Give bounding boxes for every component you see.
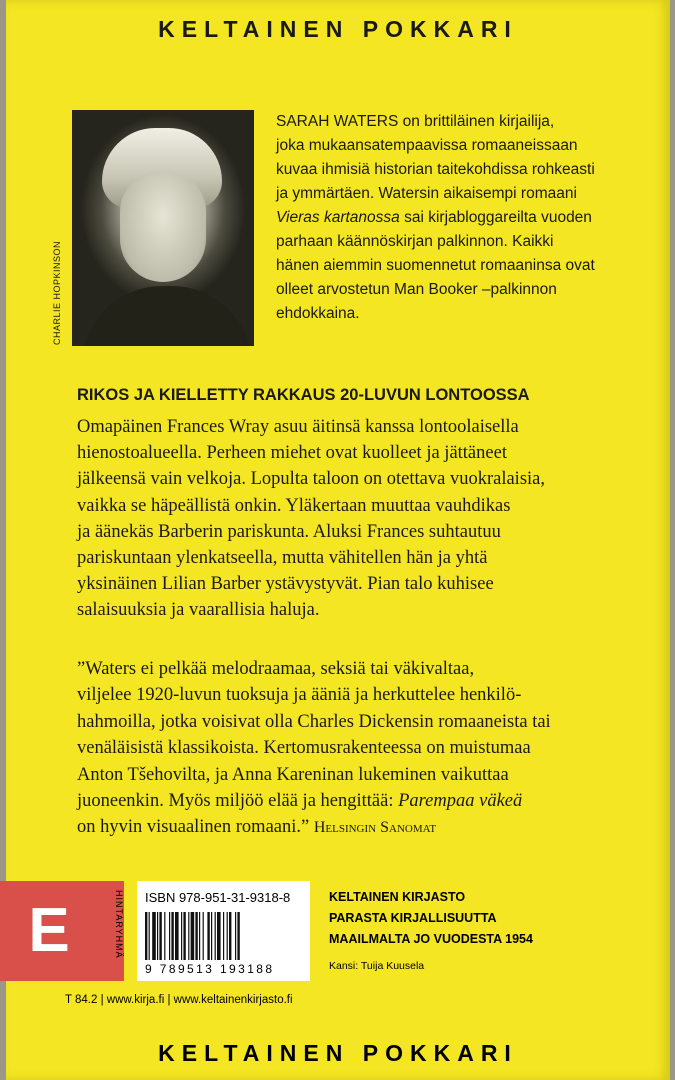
barcode-bar <box>149 912 150 960</box>
quote-line-end: on hyvin visuaalinen romaani.” <box>77 817 314 838</box>
price-group-label: HINTARYHMÄ <box>114 890 124 959</box>
summary-line: vaikka se häpeällistä onkin. Yläkertaan muuttaa vauhdikas <box>77 495 511 516</box>
barcode-bar <box>229 912 231 960</box>
barcode-bar <box>181 912 182 960</box>
series-title-bottom: KELTAINEN POKKARI <box>158 1040 518 1066</box>
bio-line: hänen aiemmin suomennetut romaaninsa ovat <box>276 257 595 274</box>
blurb-heading: RIKOS JA KIELLETTY RAKKAUS 20-LUVUN LONTOOSSA <box>77 386 530 404</box>
imprint-line: PARASTA KIRJALLISUUTTA <box>329 911 497 925</box>
barcode-bar <box>188 912 189 960</box>
barcode-bar <box>237 912 239 960</box>
author-photo-face <box>120 172 206 282</box>
barcode-bar <box>227 912 228 960</box>
barcode-bar <box>195 912 197 960</box>
quote-line: venäläisistä klassikoista. Kertomusrakenteessa on muistumaa <box>77 738 531 759</box>
bio-line <box>276 206 656 230</box>
summary-line: pariskuntaan ylenkatseella, mutta vähitellen hän ja yhtä <box>77 548 488 569</box>
author-photo-shoulders <box>82 286 252 346</box>
barcode-icon <box>145 912 303 960</box>
quote-book-title: Parempaa väkeä <box>398 791 523 812</box>
barcode-bar <box>223 912 224 960</box>
bio-line: ja ymmärtäen. Watersin aikaisempi romaani <box>276 185 577 202</box>
bio-line: parhaan käännöskirjan palkinnon. Kaikki <box>276 233 554 250</box>
quote-line: hahmoilla, jotka voisivat olla Charles Dickensin romaaneista tai <box>77 711 551 732</box>
barcode-bar <box>217 912 221 960</box>
bio-line-rest: sai kirjabloggareilta vuoden <box>399 209 592 226</box>
cover-credit: Kansi: Tuija Kuusela <box>329 960 425 972</box>
plot-summary <box>77 414 657 624</box>
summary-line: salaisuuksia ja vaarallisia haluja. <box>77 600 320 621</box>
series-title-top: KELTAINEN POKKARI <box>158 16 518 42</box>
barcode-bar <box>175 912 179 960</box>
quote-line: ”Waters ei pelkää melodraamaa, seksiä tai väkivaltaa, <box>77 659 475 679</box>
barcode-bar <box>169 912 170 960</box>
bio-line: SARAH WATERS on brittiläinen kirjailija, <box>276 113 555 130</box>
isbn-text: ISBN 978-951-31-9318-8 <box>145 890 291 905</box>
quote-source: Helsingin Sanomat <box>313 819 437 837</box>
author-photo <box>72 110 254 346</box>
quote-line: viljelee 1920-luvun tuoksuja ja ääniä ja herkuttelee henkilö- <box>77 685 522 706</box>
barcode-bar <box>191 912 195 960</box>
summary-line: jälkeensä vain velkoja. Lopulta taloon on otettava vuokralaisia, <box>77 469 546 490</box>
imprint-line: KELTAINEN KIRJASTO <box>329 890 466 904</box>
price-group-letter: E <box>28 896 70 965</box>
barcode-bar <box>215 912 216 960</box>
barcode-bar <box>145 912 147 960</box>
bio-book-title: Vieras kartanossa <box>276 209 400 226</box>
publisher-links: T 84.2 | www.kirja.fi | www.keltainenkirjasto.fi <box>65 994 293 1006</box>
summary-line: hienostoalueella. Perheen miehet ovat kuolleet ja jättäneet <box>77 443 507 464</box>
barcode-bar <box>183 912 185 960</box>
barcode-bar <box>207 912 209 960</box>
barcode-bar <box>171 912 173 960</box>
bio-line: joka mukaansatempaavissa romaaneissaan <box>276 137 578 154</box>
barcode-bar <box>211 912 212 960</box>
barcode-bar <box>203 912 204 960</box>
barcode-number: 9 789513 193188 <box>145 962 275 976</box>
quote-line <box>77 788 662 814</box>
summary-line: yksinäinen Lilian Barber ystävystyvät. Pian talo kuhisee <box>77 574 494 595</box>
bio-line: kuvaa ihmisiä historian taitekohdissa rohkeasti <box>276 161 595 178</box>
quote-line: Anton Tšehovilta, ja Anna Kareninan lukeminen vaikuttaa <box>77 764 509 785</box>
bio-line: olleet arvostetun Man Booker –palkinnon <box>276 281 557 298</box>
barcode-bar <box>157 912 158 960</box>
author-bio <box>276 110 656 326</box>
summary-line: ja äänekäs Barberin pariskunta. Aluksi Frances suhtautuu <box>77 521 501 542</box>
barcode-bar <box>152 912 156 960</box>
photo-credit: CHARLIE HOPKINSON <box>52 240 62 345</box>
quote-line <box>77 814 662 841</box>
barcode-bar <box>235 912 236 960</box>
quote-line-start: juoneenkin. Myös miljöö elää ja hengittää: <box>77 791 399 812</box>
imprint-line: MAAILMALTA JO VUODESTA 1954 <box>329 932 533 946</box>
summary-line: Omapäinen Frances Wray asuu äitinsä kanssa lontoolaisella <box>77 417 519 437</box>
barcode-bar <box>199 912 200 960</box>
review-quote <box>77 656 662 842</box>
bio-line: ehdokkaina. <box>276 305 360 322</box>
barcode-bar <box>164 912 165 960</box>
imprint-text <box>329 887 533 950</box>
barcode-bar <box>159 912 161 960</box>
